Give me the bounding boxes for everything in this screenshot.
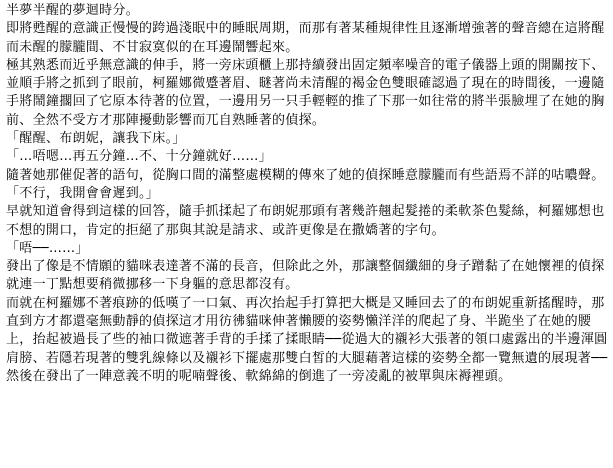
dialogue-wake-up: 「醒醒、布朗妮，讓我下床。」 bbox=[6, 131, 186, 147]
paragraph-cat-sound: 發出了像是不情願的貓咪表達著不滿的長音，但除此之外，那讓整個纖細的身子蹭黏了在她懷裡的偵探就連一丁點想要稍微挪移一下身軀的意思都沒有。 bbox=[6, 259, 605, 293]
dialogue-late: 「不行，我開會會遲到。」 bbox=[6, 185, 160, 201]
dialogue-five-minutes: 「…唔嗯…再五分鐘…不、十分鐘就好……」 bbox=[6, 149, 272, 165]
paragraph-alarm-sound: 即將甦醒的意識正慢慢的跨過淺眠中的睡眠周期，而那有著某種規律性且逐漸增強著的聲音總在這將醒而未醒的朦朧間、不甘寂寞似的在耳邊鬧響起來。 bbox=[6, 21, 605, 55]
dialogue-whine: 「唔──……」 bbox=[6, 240, 89, 256]
paragraph-murmur: 隨著她那催促著的語句，從胸口間的滿整處模糊的傳來了她的偵探睡意朦朧而有些語焉不詳的咕噥聲。 bbox=[6, 167, 605, 183]
paragraph-sitting-up: 而就在柯羅娜不著痕跡的低嘆了一口氣、再次抬起手打算把大概是又睡回去了的布朗妮重新搖醒時，那直到方才都還毫無動靜的偵探這才用彷彿貓咪伸著懶腰的姿勢懶洋洋的爬起了身、半跪坐了在她的腰上，抬起被過長了些的袖口微遮著手背的手揉了揉眼睛──從過大的襯衫大張著的領口處露出的半邊渾圓肩膀、若隱若現著的雙乳線條以及襯衫下擺處那雙白皙的大腿藉著這樣的姿勢全都一覽無遺的展現著──然後在發出了一陣意義不明的呢喃聲後、軟綿綿的倒進了一旁凌亂的被單與床褥裡頭。 bbox=[6, 295, 608, 384]
paragraph-reach-clock: 極其熟悉而近乎無意識的伸手，將一旁床頭櫃上那持續發出固定頻率噪音的電子儀器上頭的開關按下、並順手將之抓到了眼前，柯羅娜微蹙著眉、瞇著尚未清醒的褐金色雙眼確認過了現在的時間後，一邊隨手將鬧鐘擱回了它原本待著的位置，一邊用另一只手輕輕的推了下那一如往常的將半張臉埋了在她的胸前、全然不受方才那陣擾動影響而兀自熟睡著的偵探。 bbox=[6, 57, 605, 128]
paragraph-refusal: 早就知道會得到這樣的回答，隨手抓揉起了布朗妮那頭有著幾許翹起髮捲的柔軟茶色髮絲，柯羅娜想也不想的開口，肯定的拒絕了那與其說是請求、或許更像是在撒嬌著的字句。 bbox=[6, 204, 605, 238]
paragraph-opening: 半夢半醒的夢迴時分。 bbox=[6, 3, 140, 18]
